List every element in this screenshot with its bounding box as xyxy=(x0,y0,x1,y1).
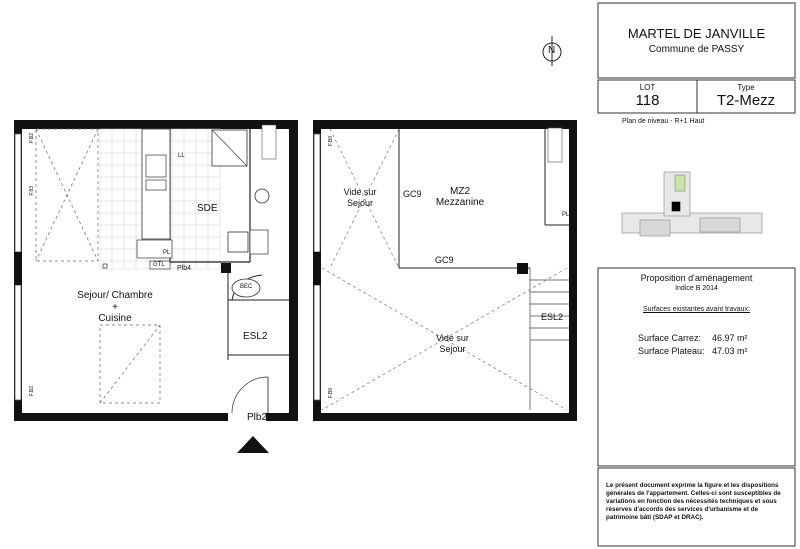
room-label-sejour-1: Sejour/ Chambre xyxy=(77,290,153,301)
room-label-esl-right: ESL2 xyxy=(541,312,564,322)
label-gc9-b: GC9 xyxy=(435,255,454,265)
label-mz2: MZ2 xyxy=(450,186,470,197)
room-label-sejour-3: Cuisine xyxy=(98,313,132,324)
window-label-3: F.B2 xyxy=(29,386,35,397)
project-commune: Commune de PASSY xyxy=(648,44,745,55)
room-label-esl-left: ESL2 xyxy=(243,331,268,342)
window-label-2: F.83 xyxy=(29,186,35,196)
label-pl-right: PL xyxy=(562,212,570,218)
project-name: MARTEL DE JANVILLE xyxy=(627,26,766,41)
surface-carrez-label: Surface Carrez: xyxy=(638,333,702,343)
surface-carrez-value: 46.97 m² xyxy=(712,333,748,343)
entrance-arrow-icon xyxy=(237,436,269,453)
label-mezzanine: Mezzanine xyxy=(435,197,485,208)
window-label-1: F.B2 xyxy=(29,133,35,144)
label-pl-left: PL xyxy=(163,250,171,256)
compass-letter: N xyxy=(548,45,556,56)
type-value: T2-Mezz xyxy=(716,92,776,109)
surface-plateau-label: Surface Plateau: xyxy=(638,346,705,356)
label-plb4: Plb4 xyxy=(177,265,192,272)
disclaimer-text: Le présent document exprime la figure et les dispositions générales de l'appartement. Celles-ci sont susceptibles de variations en fonction des nécessités techniques et sous réserves d'accords des services d'urbanisme et de patrimoine bâti (SDAP et DRAC). xyxy=(606,482,781,521)
lot-value: 118 xyxy=(635,92,660,109)
label-bec: BEC xyxy=(240,284,253,290)
room-label-sde: SDE xyxy=(197,203,218,214)
label-ll: LL xyxy=(178,153,185,159)
left-plan xyxy=(14,120,298,453)
right-plan xyxy=(313,120,577,421)
label-vide-sejour-1b: Sejour xyxy=(346,198,373,208)
room-label-sejour-2: + xyxy=(112,302,118,313)
level-note: Plan de niveau - R+1 Haut xyxy=(622,118,705,125)
proposal-title: Proposition d'aménagement xyxy=(640,273,753,283)
label-vide-sejour-1a: Vide sur xyxy=(343,187,377,197)
window-label-5: F.B9 xyxy=(328,388,334,399)
key-plan xyxy=(622,172,762,236)
label-plb2: Plb2 xyxy=(247,412,268,423)
lot-label: LOT xyxy=(639,83,656,92)
label-gtl: GTL xyxy=(153,262,165,268)
type-label: Type xyxy=(737,83,755,92)
surface-plateau-value: 47.03 m² xyxy=(712,346,748,356)
surfaces-heading: Surfaces existantes avant travaux: xyxy=(643,306,750,313)
label-vide-sejour-2b: Sejour xyxy=(439,344,466,354)
proposal-index: Indice B 2014 xyxy=(675,285,718,292)
label-gc9-a: GC9 xyxy=(403,189,422,199)
label-vide-sejour-2a: Vide sur xyxy=(436,333,469,343)
window-label-4: F.B9 xyxy=(328,136,334,147)
